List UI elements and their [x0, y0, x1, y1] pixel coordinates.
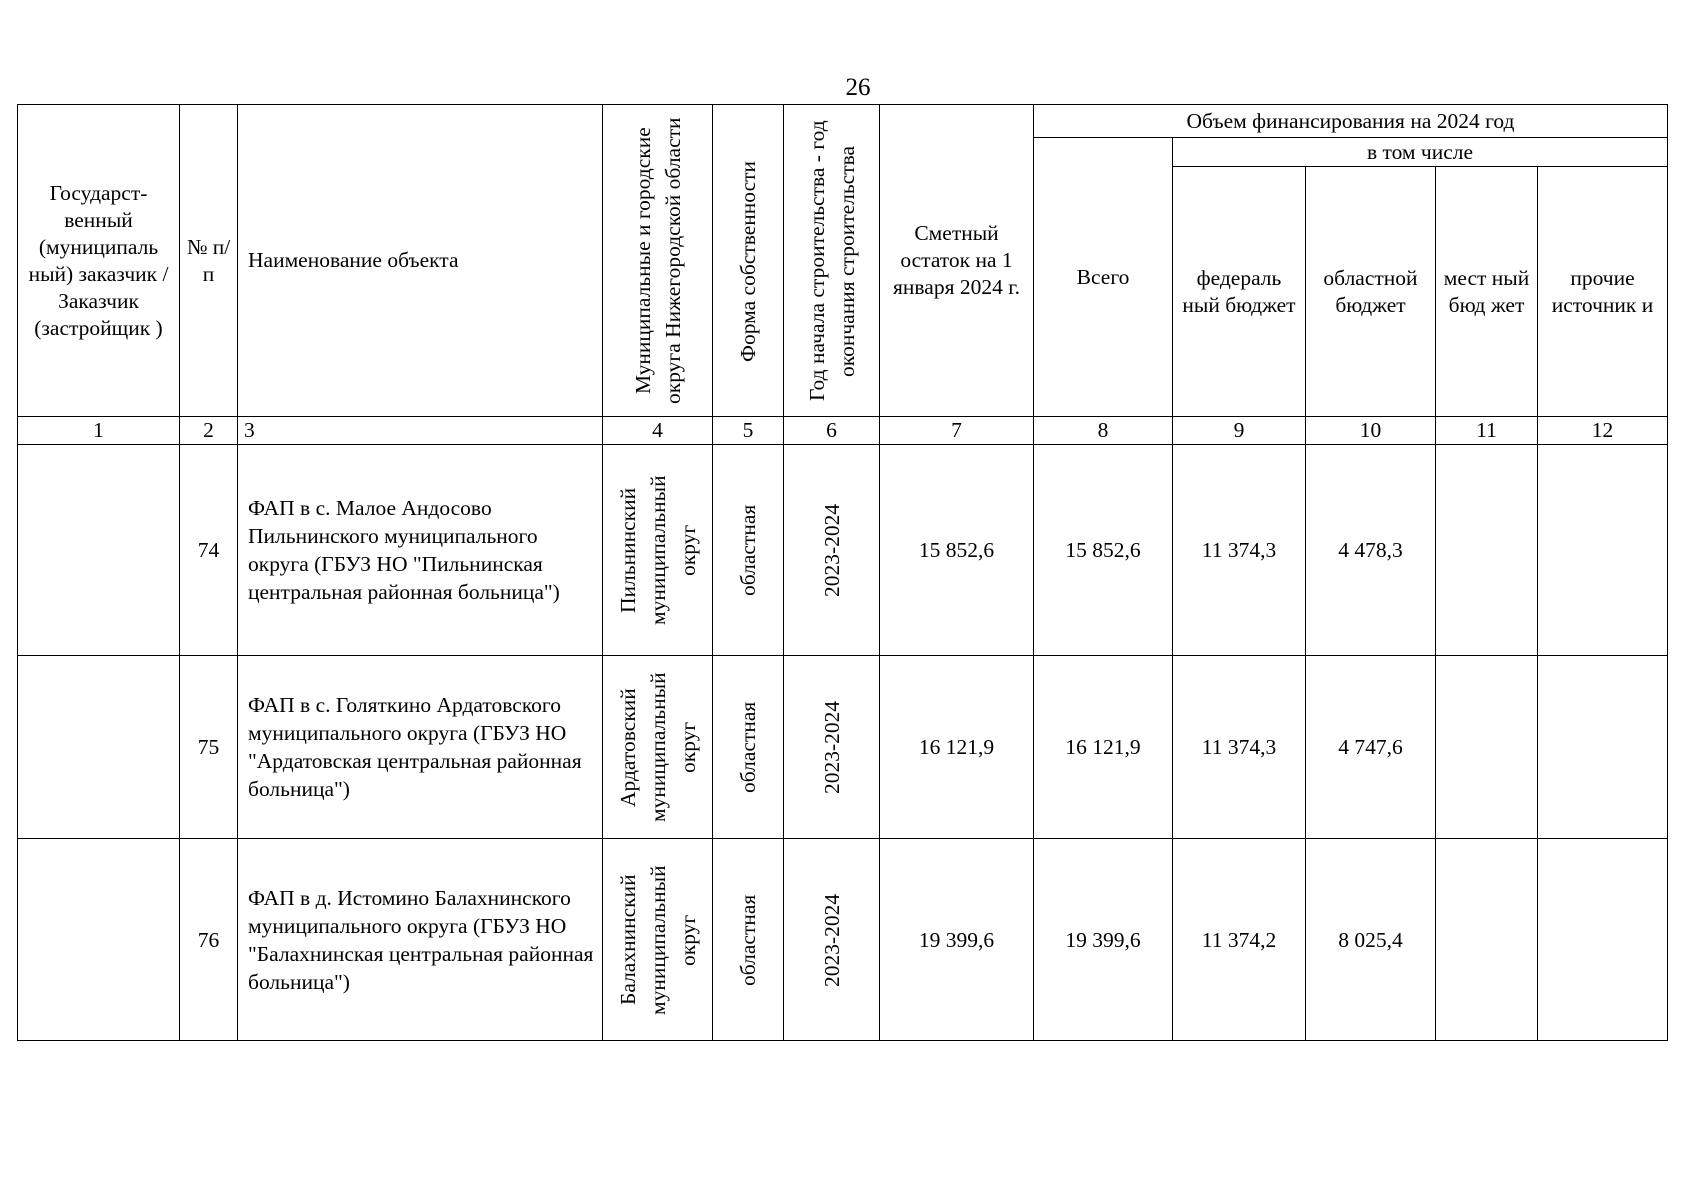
row-other [1538, 656, 1668, 839]
header-row-1 [18, 105, 1668, 138]
row-total: 15 852,6 [1034, 445, 1173, 656]
row-ownership-text: областная [736, 893, 760, 986]
header-local: мест ный бюд жет [1436, 167, 1538, 417]
row-object-name: ФАП в д. Истомино Балахнинского муниципального округа (ГБУЗ НО "Балахнинская центральная районная больница") [238, 839, 603, 1041]
row-estimate: 15 852,6 [880, 445, 1034, 656]
row-ownership [713, 656, 784, 839]
construction-financing-table [17, 104, 1668, 1041]
row-other [1538, 445, 1668, 656]
table-row [18, 656, 1668, 839]
row-federal: 11 374,3 [1173, 445, 1306, 656]
header-municipality-text: Муниципальные и городские округа Нижегородской области [630, 117, 685, 404]
header-including: в том числе [1173, 138, 1668, 167]
table-row [18, 839, 1668, 1041]
row-local [1436, 445, 1538, 656]
row-years-text: 2023-2024 [819, 503, 844, 597]
header-object-name: Наименование объекта [238, 105, 603, 417]
row-estimate: 16 121,9 [880, 656, 1034, 839]
row-municipality [603, 445, 713, 656]
header-number: № п/п [180, 105, 238, 417]
header-ownership [713, 105, 784, 417]
row-local [1436, 656, 1538, 839]
row-object-name: ФАП в с. Малое Андосово Пильнинского муниципального округа (ГБУЗ НО "Пильнинская центральная районная больница") [238, 445, 603, 656]
column-number: 11 [1436, 417, 1538, 445]
row-number: 75 [180, 656, 238, 839]
row-municipality-text: Ардатовский муниципальный округ [615, 672, 700, 822]
column-number: 9 [1173, 417, 1306, 445]
table-row [18, 445, 1668, 656]
column-number: 10 [1306, 417, 1436, 445]
row-estimate: 19 399,6 [880, 839, 1034, 1041]
row-municipality-text: Балахнинский муниципальный округ [615, 864, 700, 1015]
row-years-text: 2023-2024 [819, 700, 844, 794]
header-years-text: Год начала строительства - год окончания строительства [804, 120, 859, 401]
row-years-text: 2023-2024 [819, 892, 844, 987]
header-estimate: Сметный остаток на 1 января 2024 г. [880, 105, 1034, 417]
row-customer [18, 839, 180, 1041]
column-number-row [18, 417, 1668, 445]
column-number: 6 [784, 417, 880, 445]
header-customer: Государст-венный (муниципаль ный) заказчик / Заказчик (застройщик ) [18, 105, 180, 417]
row-ownership [713, 839, 784, 1041]
page-number: 26 [845, 74, 871, 101]
header-financing: Объем финансирования на 2024 год [1034, 105, 1668, 138]
header-other: прочие источник и [1538, 167, 1668, 417]
row-customer [18, 445, 180, 656]
header-federal: федераль ный бюджет [1173, 167, 1306, 417]
row-municipality [603, 839, 713, 1041]
column-number: 7 [880, 417, 1034, 445]
row-object-name: ФАП в с. Голяткино Ардатовского муниципального округа (ГБУЗ НО "Ардатовская центральная районная больница") [238, 656, 603, 839]
row-federal: 11 374,3 [1173, 656, 1306, 839]
row-ownership [713, 445, 784, 656]
row-number: 74 [180, 445, 238, 656]
row-years [784, 839, 880, 1041]
row-federal: 11 374,2 [1173, 839, 1306, 1041]
row-regional: 4 747,6 [1306, 656, 1436, 839]
row-municipality [603, 656, 713, 839]
row-regional: 4 478,3 [1306, 445, 1436, 656]
column-number: 3 [238, 417, 603, 445]
column-number: 2 [180, 417, 238, 445]
row-regional: 8 025,4 [1306, 839, 1436, 1041]
header-years [784, 105, 880, 417]
row-other [1538, 839, 1668, 1041]
header-total: Всего [1034, 138, 1173, 417]
header-municipality [603, 105, 713, 417]
row-customer [18, 656, 180, 839]
header-regional: областной бюджет [1306, 167, 1436, 417]
row-number: 76 [180, 839, 238, 1041]
column-number: 4 [603, 417, 713, 445]
row-local [1436, 839, 1538, 1041]
header-ownership-text: Форма собственности [736, 159, 760, 362]
row-ownership-text: областная [736, 701, 760, 793]
row-years [784, 656, 880, 839]
column-number: 5 [713, 417, 784, 445]
column-number: 8 [1034, 417, 1173, 445]
row-total: 19 399,6 [1034, 839, 1173, 1041]
row-years [784, 445, 880, 656]
row-ownership-text: областная [736, 504, 760, 596]
row-municipality-text: Пильнинский муниципальный округ [615, 475, 700, 625]
column-number: 12 [1538, 417, 1668, 445]
column-number: 1 [18, 417, 180, 445]
row-total: 16 121,9 [1034, 656, 1173, 839]
